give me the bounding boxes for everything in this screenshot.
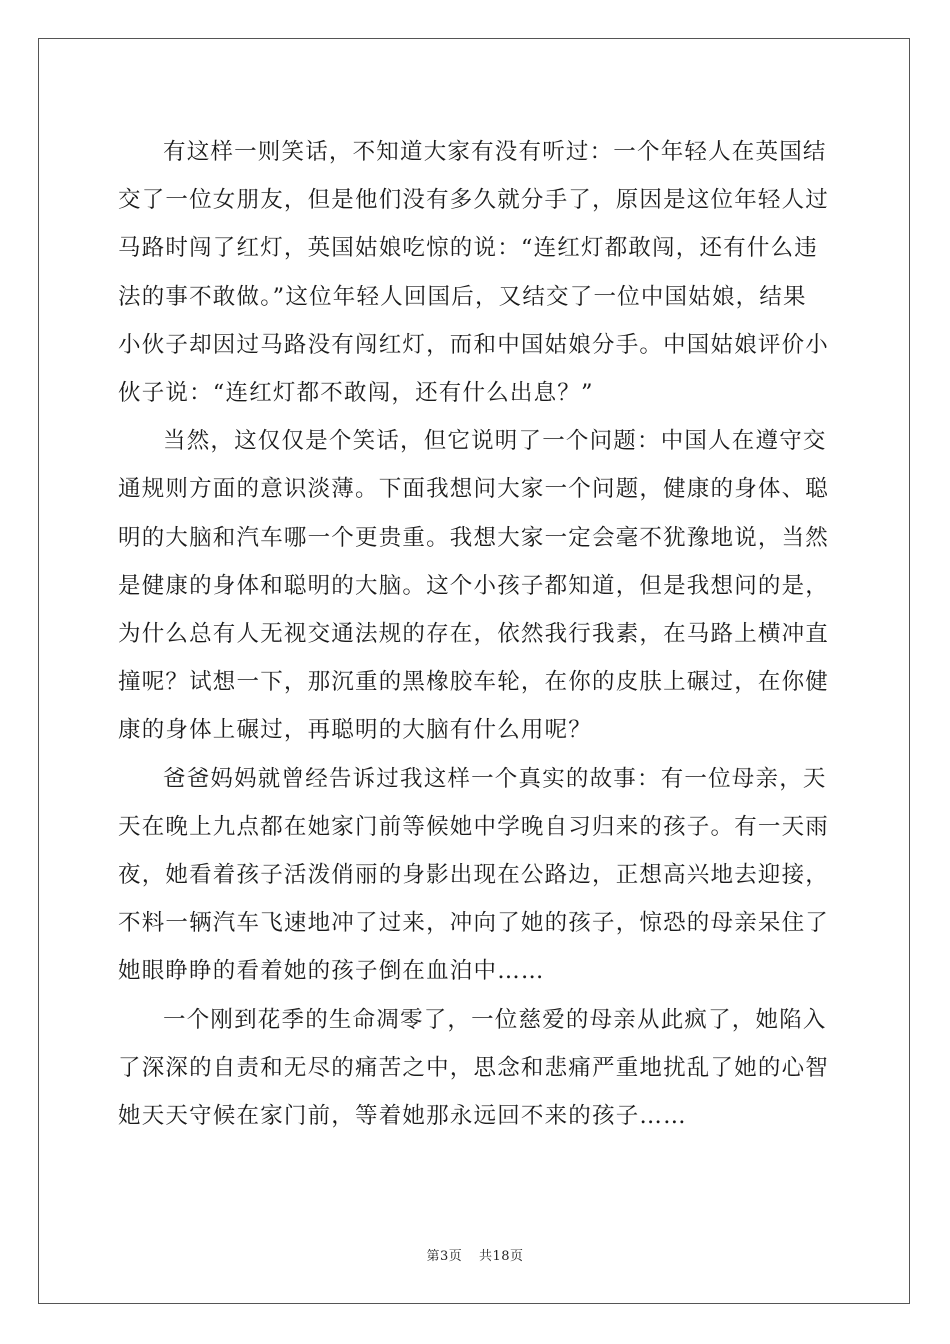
paragraph-3 [118, 755, 832, 996]
paragraph-1 [118, 128, 832, 417]
text-line: 夜，她看着孩子活泼俏丽的身影出现在公路边，正想高兴地去迎接， [118, 862, 830, 889]
text-line: 是健康的身体和聪明的大脑。这个小孩子都知道，但是我想问的是， [118, 572, 830, 599]
page-number: 第3页 [426, 1249, 463, 1264]
text-line: 为什么总有人无视交通法规的存在，依然我行我素，在马路上横冲直 [118, 621, 830, 648]
text-line: 康的身体上碾过，再聪明的大脑有什么用呢？ [118, 717, 593, 744]
paragraph-2 [118, 417, 832, 754]
text-line: 交了一位女朋友，但是他们没有多久就分手了，原因是这位年轻人过 [118, 187, 830, 214]
text-line: 有这样一则笑话，不知道大家有没有听过：一个年轻人在英国结 [163, 139, 827, 165]
text-line: 马路时闯了红灯，英国姑娘吃惊的说：“连红灯都敢闯，还有什么违 [118, 235, 819, 262]
text-line: 她天天守候在家门前，等着她那永远回不来的孩子…… [118, 1103, 687, 1130]
paragraph-4 [118, 996, 832, 1141]
text-line: 伙子说：“连红灯都不敢闯，还有什么出息？” [118, 380, 594, 407]
text-line: 明的大脑和汽车哪一个更贵重。我想大家一定会毫不犹豫地说，当然 [118, 524, 830, 551]
text-line: 通规则方面的意识淡薄。下面我想问大家一个问题，健康的身体、聪 [118, 476, 830, 503]
text-line: 了深深的自责和无尽的痛苦之中，思念和悲痛严重地扰乱了她的心智 [118, 1054, 830, 1081]
total-pages: 共18页 [478, 1249, 524, 1264]
document-body [118, 128, 832, 1140]
text-line: 法的事不敢做。”这位年轻人回国后，又结交了一位中国姑娘，结果 [118, 283, 807, 310]
text-line: 撞呢？试想一下，那沉重的黑橡胶车轮，在你的皮肤上碾过，在你健 [118, 669, 830, 696]
text-line: 小伙子却因过马路没有闯红灯，而和中国姑娘分手。中国姑娘评价小 [118, 331, 830, 358]
text-line: 她眼睁睁的看着她的孩子倒在血泊中…… [118, 958, 545, 985]
text-line: 不料一辆汽车飞速地冲了过来，冲向了她的孩子，惊恐的母亲呆住了 [118, 910, 830, 937]
text-line: 当然，这仅仅是个笑话，但它说明了一个问题：中国人在遵守交 [163, 428, 827, 455]
page-footer [0, 1245, 950, 1264]
text-line: 一个刚到花季的生命凋零了，一位慈爱的母亲从此疯了，她陷入 [163, 1006, 827, 1033]
text-line: 爸爸妈妈就曾经告诉过我这样一个真实的故事：有一位母亲，天 [163, 765, 827, 792]
text-line: 天在晚上九点都在她家门前等候她中学晚自习归来的孩子。有一天雨 [118, 813, 830, 840]
